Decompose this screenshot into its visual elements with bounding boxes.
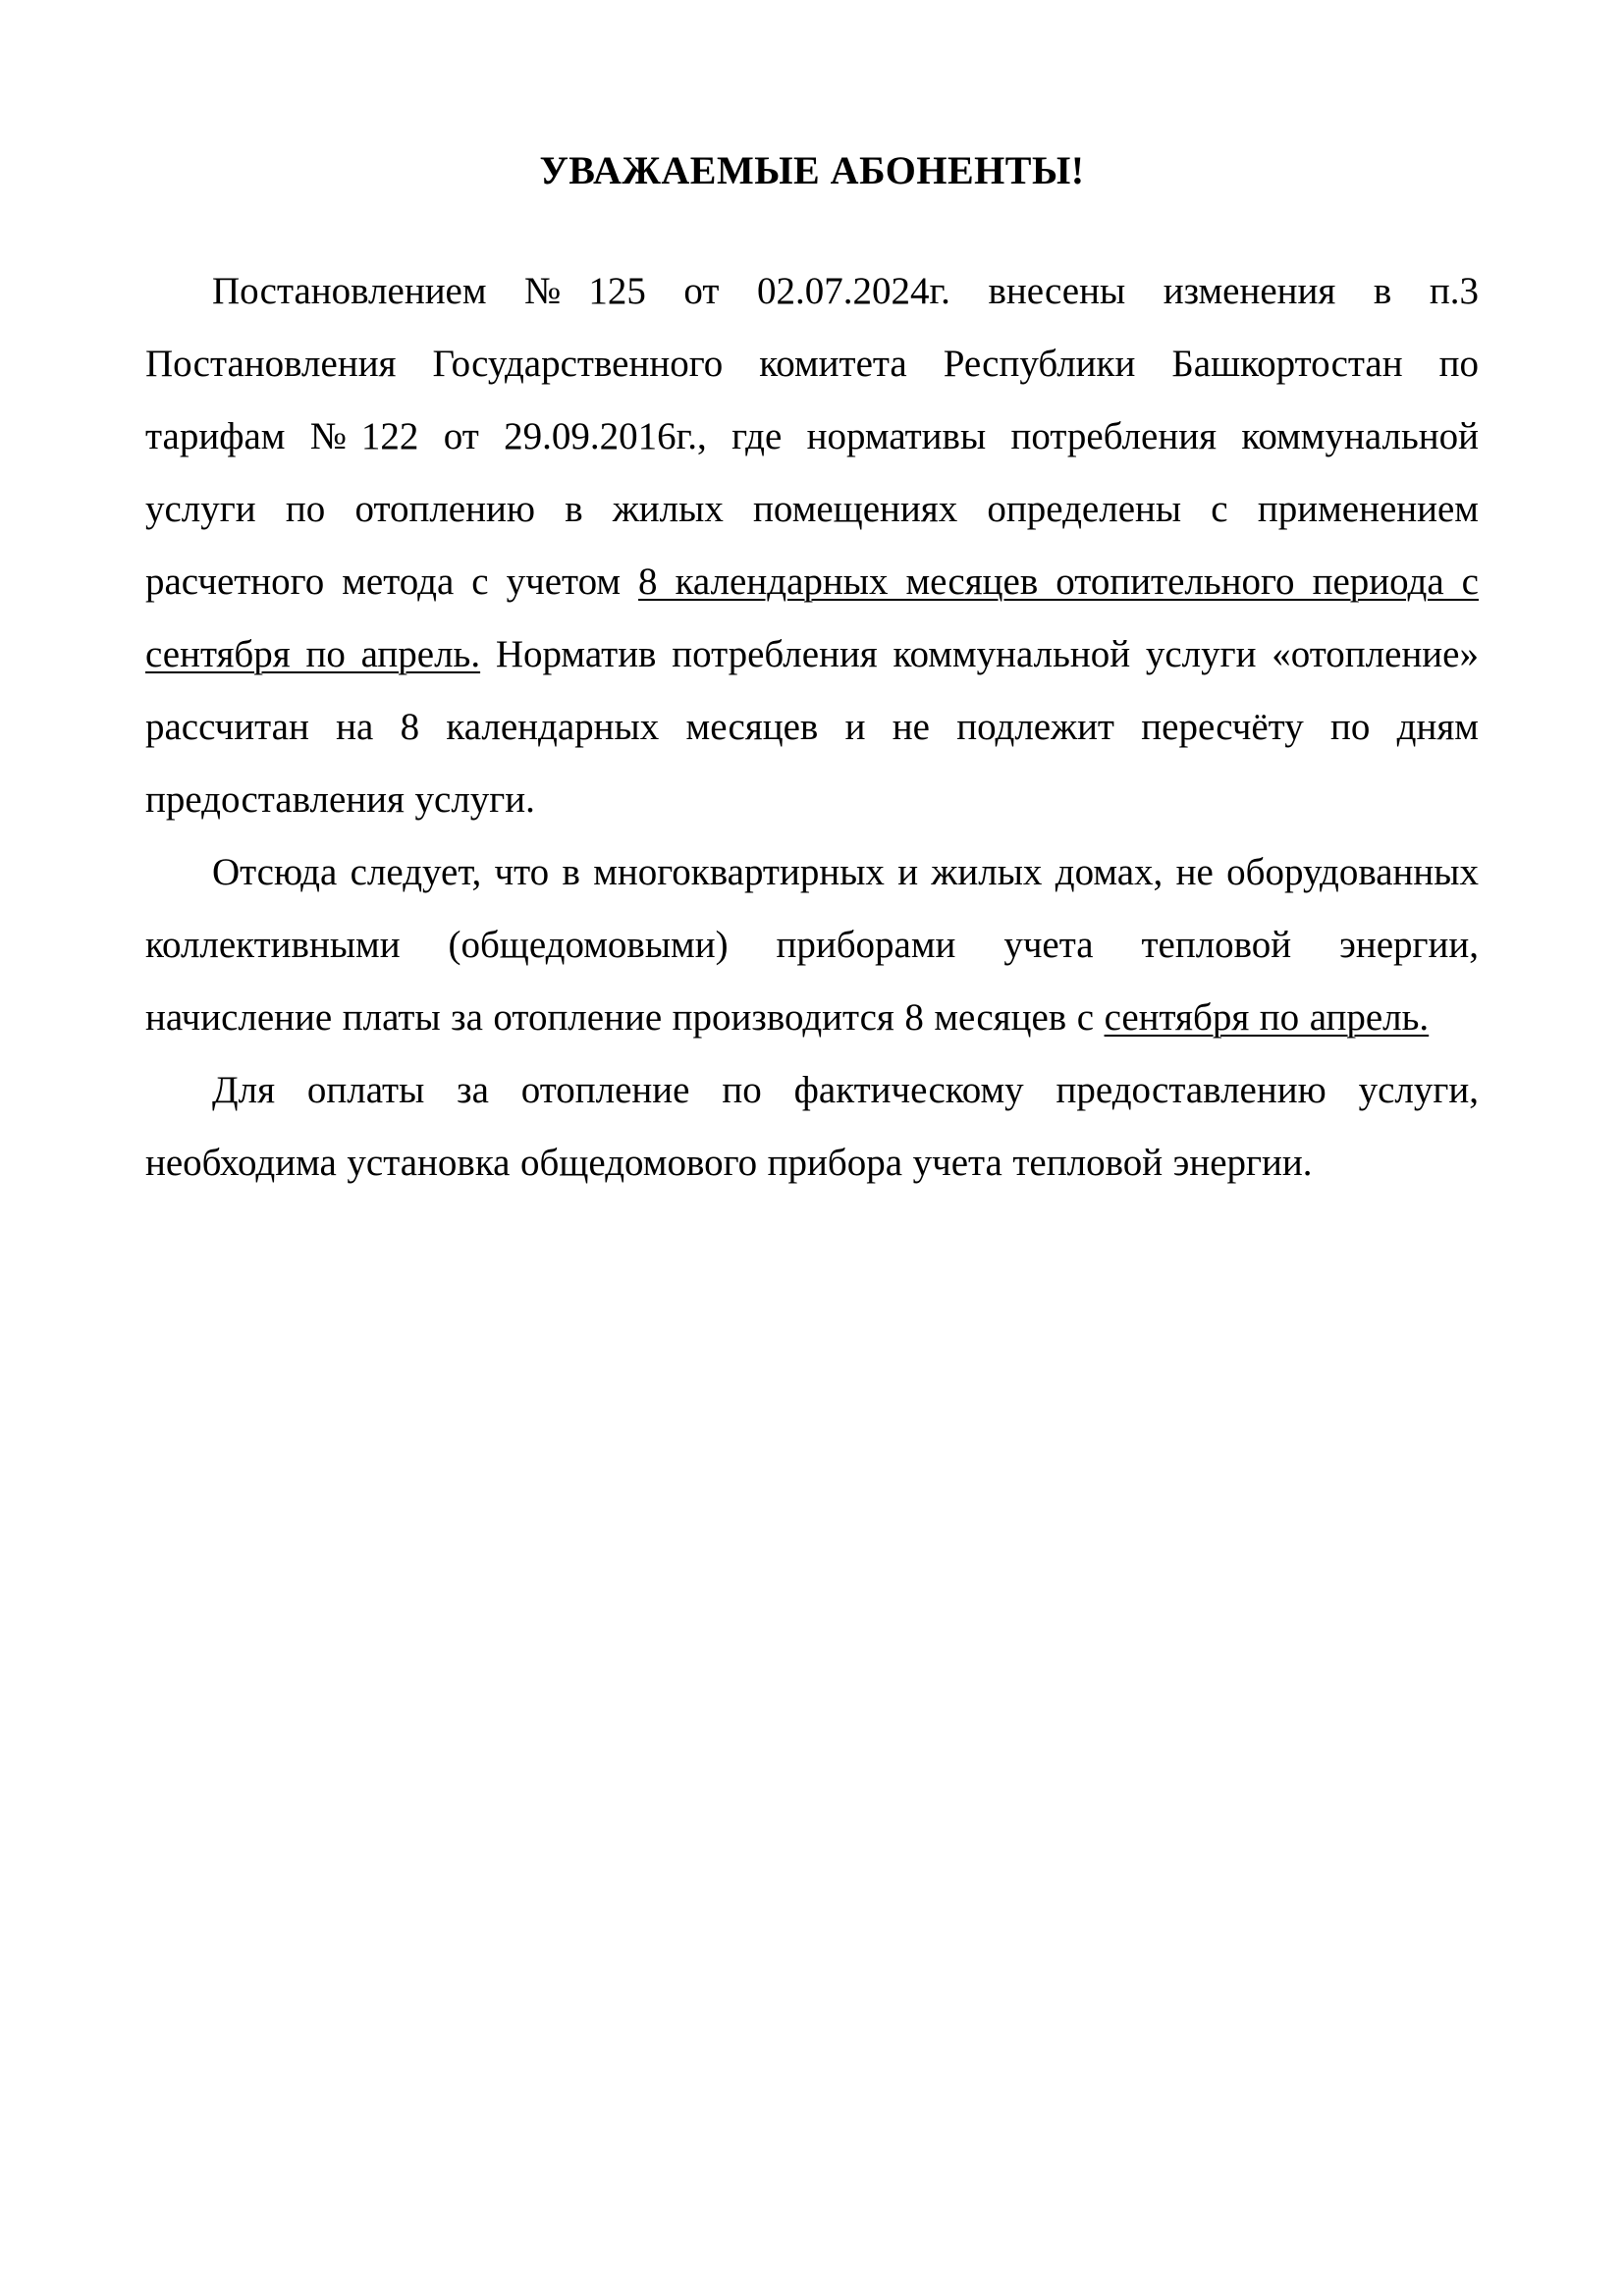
paragraph-3: [145, 1054, 1479, 1200]
paragraph-1: [145, 255, 1479, 836]
paragraph-1-underlined-segment: 8 календарных месяцев отопительного периода с сентября по апрель.: [145, 561, 1479, 675]
paragraph-2-segment-1: Отсюда следует, что в многоквартирных и жилых домах, не оборудованных коллективными (общедомовыми) приборами учета тепловой энергии, начисление платы за отопление производится 8 месяцев с: [145, 851, 1479, 1039]
paragraph-1-segment-3: Норматив потребления коммунальной услуги «отопление» рассчитан на 8 календарных месяцев и не подлежит пересчёту по дням предоставления услуги.: [145, 633, 1479, 821]
page-title: УВАЖАЕМЫЕ АБОНЕНТЫ!: [539, 148, 1085, 192]
document-body: [145, 255, 1479, 1200]
paragraph-2-underlined-segment: сентября по апрель.: [1104, 996, 1430, 1039]
paragraph-3-segment-1: Для оплаты за отопление по фактическому предоставлению услуги, необходима установка общедомового прибора учета тепловой энергии.: [145, 1069, 1479, 1184]
paragraph-2: [145, 836, 1479, 1054]
paragraph-1-segment-1: Постановлением №125 от 02.07.2024г. внесены изменения в п.3 Постановления Государственного комитета Республики Башкортостан по тарифам №122 от 29.09.2016г., где нормативы потребления коммунальной услуги по отоплению в жилых помещениях определены с применением расчетного метода с учетом: [145, 270, 1479, 603]
